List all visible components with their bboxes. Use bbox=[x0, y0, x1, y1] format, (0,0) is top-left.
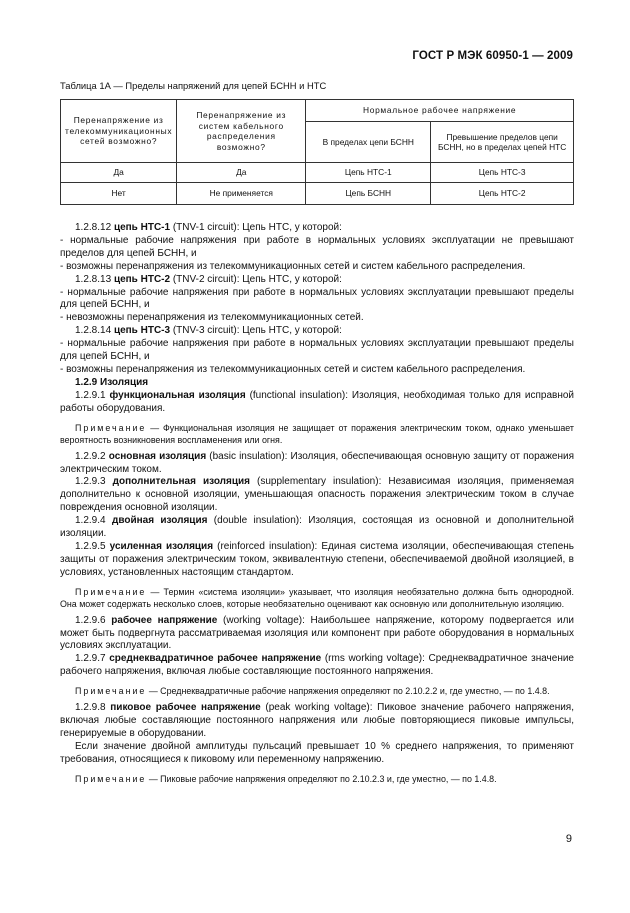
paragraph: Если значение двойной амплитуды пульсаций превышает 10 % среднего напряжения, то применяют требования, относящиеся к пиковому или переменному напряжению. bbox=[60, 740, 574, 765]
clause-number: 1.2.9.2 bbox=[75, 450, 106, 462]
note bbox=[60, 685, 574, 697]
list-item: - возможны перенапряжения из телекоммуникационных сетей и систем кабельного распределения. bbox=[60, 260, 526, 272]
cell: Да bbox=[177, 163, 306, 183]
clause-number: 1.2.8.14 bbox=[75, 325, 112, 337]
table-row bbox=[61, 183, 574, 205]
cell: Нет bbox=[61, 183, 177, 205]
clause-number: 1.2.9.1 bbox=[75, 389, 106, 401]
definition-text: (supplementary insulation): Независимая изоляция, применяемая дополнительно к основной изоляции, уменьшающая опасность поражения электрическим током в случае повреждения основной изоляции. bbox=[60, 476, 574, 514]
document-header: ГОСТ Р МЭК 60950-1 — 2009 bbox=[412, 50, 573, 62]
term: пиковое рабочее напряжение bbox=[110, 702, 261, 714]
cell: Цепь НТС-2 bbox=[431, 183, 574, 205]
section-title: 1.2.9 Изоляция bbox=[75, 376, 149, 388]
term: усиленная изоляция bbox=[109, 540, 214, 552]
term: среднеквадратичное рабочее напряжение bbox=[109, 653, 322, 665]
note-label: Примечание bbox=[75, 686, 147, 697]
clause-number: 1.2.9.8 bbox=[75, 702, 106, 714]
col3-header: В пределах цепи БСНН bbox=[306, 122, 431, 163]
definition-reinforced-insulation bbox=[60, 541, 574, 580]
group-header: Нормальное рабочее напряжение bbox=[306, 100, 574, 122]
definition-tnv3 bbox=[60, 325, 574, 338]
definition-text: (basic insulation): Изоляция, обеспечивающая основную защиту от поражения электрическим током. bbox=[60, 450, 574, 475]
definition-tnv1 bbox=[60, 222, 574, 235]
definition-basic-insulation bbox=[60, 451, 574, 477]
term: дополнительная изоляция bbox=[112, 476, 250, 488]
clause-number: 1.2.9.6 bbox=[75, 614, 106, 626]
list-item: - невозможны перенапряжения из телекоммуникационных сетей. bbox=[60, 312, 364, 324]
definition-text: (working voltage): Наибольшее напряжение, которому подвергается или может быть подвергнута рассматриваемая изоляция или компонент при работе оборудования в нормальных условиях эксплуатации. bbox=[60, 614, 574, 652]
note-text: — Среднеквадратичные рабочие напряжения определяют по 2.10.2.2 и, где уместно, — по 1.4.8. bbox=[146, 686, 550, 697]
note-text: — Термин «система изоляции» указывает, что изоляция необязательно должна быть однородной. Она может содержать несколько слоев, которые необязательно оценивают как основную или дополнительную изоляцию. bbox=[60, 586, 574, 609]
list-item: - возможны перенапряжения из телекоммуникационных сетей и систем кабельного распределения. bbox=[60, 363, 526, 375]
definition-text: (TNV-1 circuit): Цепь НТС, у которой: bbox=[170, 222, 342, 233]
term: основная изоляция bbox=[108, 450, 207, 462]
note bbox=[60, 586, 574, 610]
list-item: - нормальные рабочие напряжения при работе в нормальных условиях эксплуатации превышают пределы для цепей БСНН, и bbox=[60, 286, 574, 311]
list-item: - нормальные рабочие напряжения при работе в нормальных условиях эксплуатации превышают пределы для цепей БСНН, и bbox=[60, 338, 574, 363]
note-label: Примечание bbox=[75, 422, 147, 433]
term: цепь НТС-3 bbox=[113, 325, 171, 337]
col1-header: Перенапряжение из телекоммуникационных сетей возможно? bbox=[61, 100, 177, 163]
clause-number: 1.2.9.4 bbox=[75, 515, 106, 527]
term: цепь НТС-2 bbox=[113, 273, 171, 285]
cell: Цепь БСНН bbox=[306, 183, 431, 205]
cell: Цепь НТС-3 bbox=[431, 163, 574, 183]
definition-text: (double insulation): Изоляция, состоящая из основной и дополнительной изоляции. bbox=[60, 515, 575, 540]
definition-rms-working-voltage bbox=[60, 653, 574, 679]
note-text: — Пиковые рабочие напряжения определяют по 2.10.2.3 и, где уместно, — по 1.4.8. bbox=[146, 773, 497, 784]
definition-text: (TNV-2 circuit): Цепь НТС, у которой: bbox=[170, 273, 342, 285]
definition-supplementary-insulation bbox=[60, 476, 574, 515]
note bbox=[60, 773, 574, 785]
definition-peak-working-voltage bbox=[60, 702, 574, 741]
clause-number: 1.2.9.3 bbox=[75, 476, 106, 488]
cell: Цепь НТС-1 bbox=[306, 163, 431, 183]
clause-number: 1.2.9.7 bbox=[75, 653, 106, 665]
definition-text: (functional insulation): Изоляция, необходимая только для исправной работы оборудования. bbox=[60, 389, 574, 414]
term: двойная изоляция bbox=[111, 515, 208, 527]
definition-text: (peak working voltage): Пиковое значение рабочего напряжения, включая любые составляющие постоянного напряжения или любые повторяющиеся пиковые импульсы, генерируемые в оборудовании. bbox=[60, 702, 574, 739]
note-text: — Функциональная изоляция не защищает от поражения электрическим током, однако уменьшает вероятность возникновения воспламенения или огня. bbox=[60, 422, 574, 445]
definition-text: (rms working voltage): Среднеквадратичное значение рабочего напряжения, включая любые составляющие постоянного напряжения. bbox=[60, 653, 574, 678]
term: цепь НТС-1 bbox=[113, 222, 171, 233]
definition-text: (TNV-3 circuit): Цепь НТС, у которой: bbox=[170, 325, 342, 337]
note bbox=[60, 422, 574, 446]
clause-number: 1.2.9.5 bbox=[75, 540, 106, 552]
cell: Да bbox=[61, 163, 177, 183]
clause-number: 1.2.8.13 bbox=[75, 273, 112, 285]
section-heading bbox=[60, 377, 574, 390]
col2-header: Перенапряжение из систем кабельного распределения возможно? bbox=[177, 100, 306, 163]
term: функциональная изоляция bbox=[109, 389, 246, 401]
note-label: Примечание bbox=[75, 773, 147, 784]
table-row bbox=[61, 163, 574, 183]
col4-header: Превышение пределов цепи БСНН, но в пределах цепей НТС bbox=[431, 122, 574, 163]
voltage-limits-table bbox=[60, 99, 574, 205]
document-body bbox=[60, 222, 574, 790]
definition-functional-insulation bbox=[60, 390, 574, 416]
definition-text: (reinforced insulation): Единая система изоляции, обеспечивающая степень защиты от поражения электрическим током, эквивалентную степени, обеспечиваемой двойной изоляцией, в условиях, установленных настоящим стандартом. bbox=[60, 540, 574, 578]
cell: Не применяется bbox=[177, 183, 306, 205]
note-label: Примечание bbox=[75, 586, 147, 597]
list-item: - нормальные рабочие напряжения при работе в нормальных условиях эксплуатации не превышают пределов для цепей БСНН, и bbox=[60, 234, 574, 259]
page-number: 9 bbox=[565, 833, 572, 845]
clause-number: 1.2.8.12 bbox=[75, 222, 112, 233]
definition-working-voltage bbox=[60, 615, 574, 654]
definition-double-insulation bbox=[60, 515, 574, 541]
table-caption: Таблица 1А — Пределы напряжений для цепей БСНН и НТС bbox=[60, 80, 327, 91]
term: рабочее напряжение bbox=[111, 614, 218, 626]
definition-tnv2 bbox=[60, 274, 574, 287]
